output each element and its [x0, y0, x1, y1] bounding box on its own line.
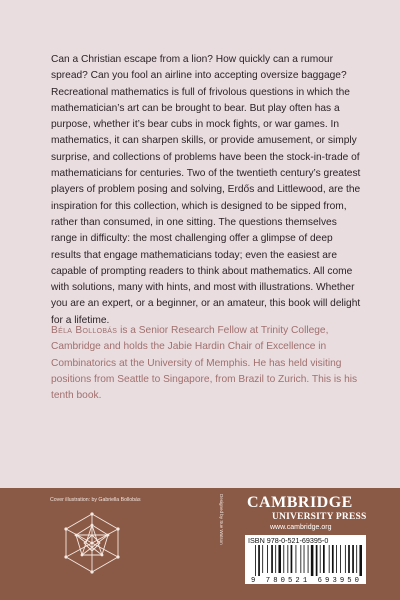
blurb-text: Can a Christian escape from a lion? How quickly can a rumour spread? Can you fool an airline into accepting oversize baggage? Recreational mathematics is full of frivolous questions in which the mathematician’s art can be brought to bear. But play often has a purpose, whether it’s bear cubs in mock fights, or war games. In mathematics, it can sharpen skills, or provide amusement, or simply surprise, and collections of problems have been the stock-in-trade of mathematicians for centuries. Two of the twentieth century’s greatest players of problem posing and solving, Erdős and Littlewood, are the inspiration for this collection, which is designed to be sipped from, rather than consumed, in one sitting. The questions themselves range in difficulty: the most challenging offer a glimpse of deep results that engage mathematicians today; even the easiest are capable of prompting readers to think about mathematics. All come with solutions, many with hints, and most with illustrations. Whether you are an expert, or a beginner, or an amateur, this book will delight for a lifetime. [51, 54, 361, 326]
barcode-bar [332, 545, 334, 573]
barcode-bar [329, 545, 330, 573]
barcode-bar [296, 545, 297, 573]
barcode-bar [356, 545, 357, 573]
barcode-bar [311, 545, 314, 576]
barcode-bar [258, 545, 260, 576]
isbn-text: ISBN 978-0-521-69395-0 [248, 536, 329, 545]
barcode-bar [320, 545, 321, 573]
designer-credit-text: Designed by Sue Watson [219, 494, 224, 545]
barcode-bar [308, 545, 309, 573]
barcode-bar [262, 545, 263, 573]
barcode-bar [316, 545, 318, 576]
publisher-name: CAMBRIDGE [247, 494, 353, 511]
ean-barcode-icon [249, 545, 362, 583]
barcode-bar [348, 545, 350, 573]
barcode-bar [336, 545, 337, 573]
barcode-bar [267, 545, 268, 573]
barcode-bar [359, 545, 362, 576]
barcode-bar [271, 545, 273, 573]
barcode-bar [304, 545, 305, 573]
publisher-url: www.cambridge.org [270, 524, 332, 531]
barcode-box [245, 535, 366, 584]
barcode-bar [323, 545, 325, 573]
barcode-bar [287, 545, 288, 573]
author-name: Béla Bollobás [51, 325, 118, 336]
barcode-bar [291, 545, 293, 573]
barcode-bar [275, 545, 276, 573]
barcode-bar [278, 545, 281, 573]
barcode-bar [255, 545, 256, 576]
barcode-bar [345, 545, 346, 573]
geometric-wireframe-logo-icon [60, 511, 124, 575]
barcode-bar [352, 545, 354, 573]
publisher-sub: UNIVERSITY PRESS [272, 512, 367, 522]
barcode-bar [340, 545, 341, 573]
cover-credit: Cover illustration: by Gabriella Bollobás [50, 497, 141, 503]
designer-credit [218, 494, 226, 554]
author-bio-text: is a Senior Research Fellow at Trinity College, Cambridge and holds the Jabie Hardin Chair of Excellence in Combinatorics at the University of Memphis. He has held visiting positions from Seattle to Singapore, from Brazil to Zurich. This is his tenth book. [51, 325, 358, 402]
barcode-bar [300, 545, 301, 573]
barcode-digits: 9 780521 693950 [251, 577, 359, 583]
author-bio [51, 323, 365, 404]
footer-band [0, 488, 400, 600]
barcode-bar [283, 545, 284, 573]
